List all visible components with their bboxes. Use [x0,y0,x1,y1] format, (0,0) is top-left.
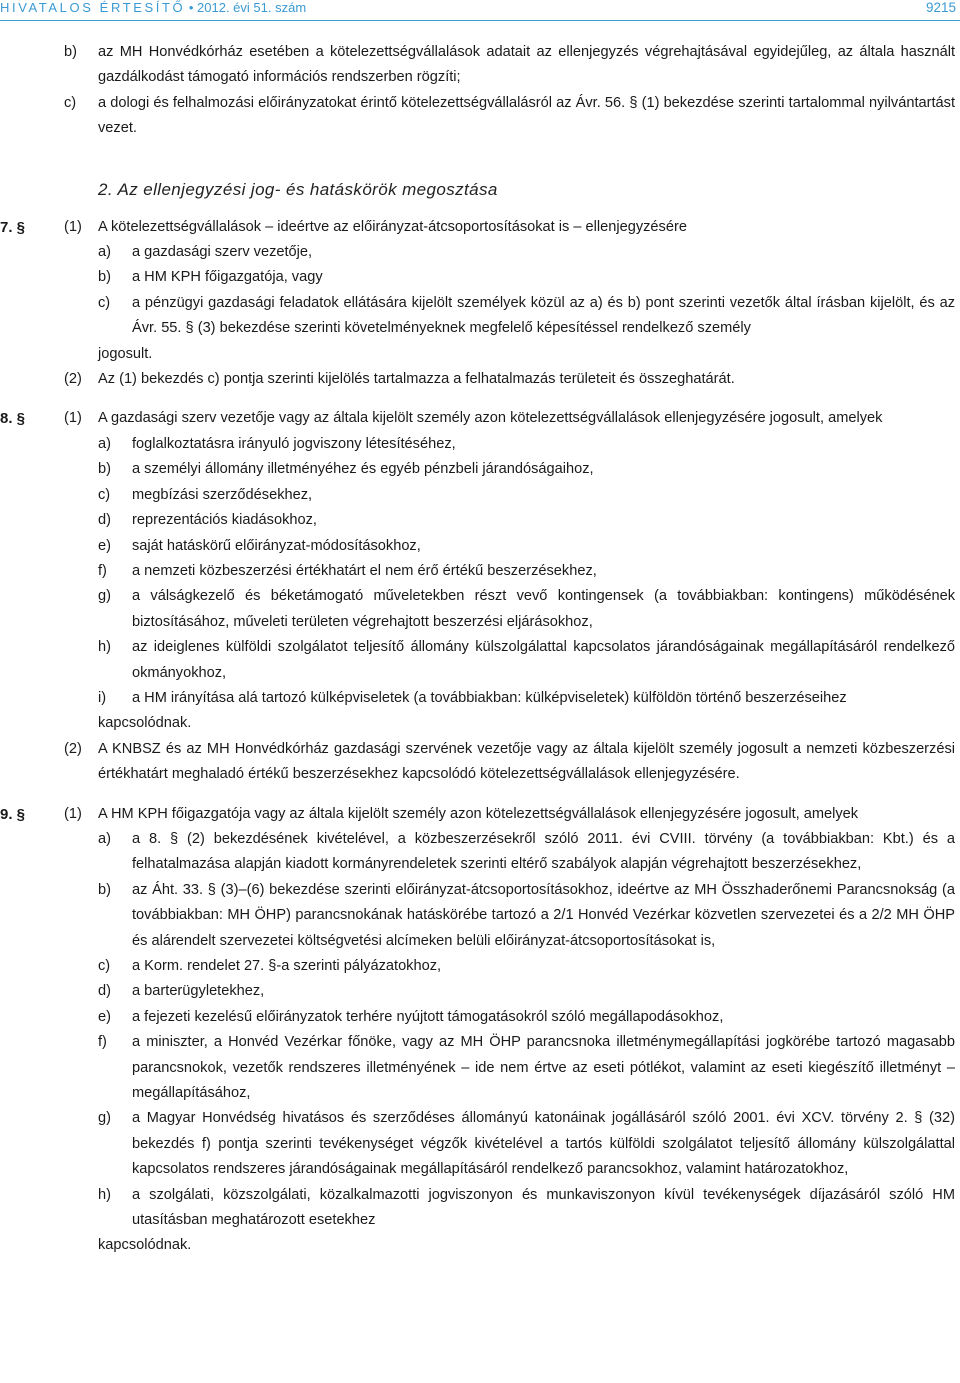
list-item [98,979,955,1004]
item-text: a fejezeti kezelésű előirányzatok terhére nyújtott támogatásokról szóló megállapodásokhoz, [132,1008,724,1025]
subsection-label: (2) [64,371,82,388]
subsection-label: (1) [64,805,82,822]
item-label: d) [98,512,111,529]
item-label: g) [98,588,111,605]
item-label: c) [98,294,111,311]
item-text: a HM KPH főigazgatója, vagy [132,269,323,286]
item-text: az ideiglenes külföldi szolgálatot teljesítő állomány külszolgálattal kapcsolatos járandóságainak megállapításáról rendelkező okmányokhoz, [132,639,955,681]
item-text: az Áht. 33. § (3)–(6) bekezdése szerinti előirányzat-átcsoportosításokhoz, ideértve az MH Összhaderőnemi Parancsnokság (a továbbiakban: MH ÖHP) parancsnokának hatáskörébe tartozó a 2/1 Honvéd Vezérkar közvetlen szervezetei és a 2/2 MH ÖHP és alárendelt szervezetei költségvetési alcímeken belüli előirányzat-átcsoportosításokat is, [132,881,955,949]
subsection-text: Az (1) bekezdés c) pontja szerinti kijelölés tartalmazza a felhatalmazás területeit és összeghatárát. [98,371,735,388]
list-item [98,508,955,533]
subsection [64,802,955,827]
paragraph-9 [0,802,960,1259]
paragraph-7 [0,215,960,393]
paragraph-number: 7. § [0,218,26,236]
continued-list [0,40,960,142]
header-rule [0,20,960,21]
list-item [98,686,955,711]
item-label: c) [98,486,111,503]
list-item [98,534,955,559]
item-label: b) [64,44,77,60]
item-label: f) [98,562,107,579]
page-header [0,0,960,20]
item-text: a miniszter, a Honvéd Vezérkar főnöke, vagy az MH ÖHP parancsnoka illetménymegállapítási jogkörébe tartozó magasabb parancsnokok, vezetők rendszeres illetményének – ide nem értve az eseti pótlékot, valamint az eseti kiegészítő illetményt – megállapításához, [132,1034,955,1102]
list-item [98,878,955,954]
list-item [98,584,955,635]
item-label: h) [98,639,111,656]
subsection-label: (2) [64,740,82,757]
item-label: b) [98,461,111,478]
list-item [98,1030,955,1106]
subsection-tail: kapcsolódnak. [98,1237,192,1254]
list-item [98,559,955,584]
item-text: a személyi állomány illetményéhez és egyéb pénzbeli járandóságaihoz, [132,461,594,478]
subsection-text: A KNBSZ és az MH Honvédkórház gazdasági szervének vezetője vagy az általa kijelölt személy jogosult a nemzeti közbeszerzési értékhatárt meghaladó értékű beszerzésekhez kapcsolódó kötelezettségvállalások ellenjegyzésére. [98,740,955,783]
journal-title [0,0,306,16]
list-item [98,240,955,265]
item-text: a pénzügyi gazdasági feladatok ellátására kijelölt személyek közül az a) és b) pont szerinti vezetők által írásban kijelölt, és az Ávr. 55. § (3) bekezdése szerinti követelményeknek megfelelő képesítéssel rendelkező személy [132,294,955,337]
item-label: b) [98,269,111,286]
list-item [98,635,955,686]
document-body [0,40,960,1259]
item-text: a nemzeti közbeszerzési értékhatárt el nem érő értékű beszerzésekhez, [132,562,597,579]
item-text: reprezentációs kiadásokhoz, [132,512,317,529]
journal-issue: • 2012. évi 51. szám [185,0,307,15]
item-text: a Korm. rendelet 27. §-a szerinti pályázatokhoz, [132,958,442,974]
list-item [98,291,955,342]
list-item [64,40,955,91]
paragraph-8 [0,406,960,787]
item-label: i) [98,689,107,706]
subsection-text: A HM KPH főigazgatója vagy az általa kijelölt személy azon kötelezettségvállalások ellenjegyzésére jogosult, amelyek [98,805,859,822]
list-item [98,1183,955,1234]
item-text: a barterügyletekhez, [132,983,265,1000]
item-text: a dologi és felhalmozási előirányzatokat érintő kötelezettségvállalásról az Ávr. 56. § (1) bekezdése szerinti tartalommal nyilvántartást vezet. [98,94,955,137]
section-title: 2. Az ellenjegyzési jog- és hatáskörök megosztása [98,179,498,199]
item-text: a HM irányítása alá tartozó külképviseletek (a továbbiakban: külképviseletek) külföldön történő beszerzéseihez [132,689,847,706]
item-text: a gazdasági szerv vezetője, [132,244,313,261]
paragraph-number: 9. § [0,805,26,823]
list-item [98,954,955,979]
item-label: c) [98,958,111,974]
subsection [64,737,955,788]
item-label: a) [98,830,111,847]
list-item [64,91,955,142]
subsection-tail: kapcsolódnak. [98,715,192,732]
item-label: d) [98,983,111,1000]
item-label: a) [98,244,111,261]
item-label: e) [98,1008,111,1025]
item-label: c) [64,94,77,111]
item-text: a 8. § (2) bekezdésének kivételével, a közbeszerzésekről szóló 2011. évi CVIII. törvény (a továbbiakban: Kbt.) és a felhatalmazása alapján kiadott kormányrendeletek szerinti eltérő szabályok alapján végrehajtott beszerzésekhez, [132,830,955,873]
subsection-label: (1) [64,410,82,427]
item-label: b) [98,881,111,898]
item-text: saját hatáskörű előirányzat-módosításokhoz, [132,537,421,554]
list-item [98,483,955,508]
item-text: megbízási szerződésekhez, [132,486,313,503]
item-text: a Magyar Honvédség hivatásos és szerződéses állományú katonáinak jogállásáról szóló 2001. évi XCV. törvény 2. § (32) bekezdés f) pontja szerinti tevékenységet végzők kivételével a tartós külföldi szolgálatot teljesítő állomány külszolgálattal kapcsolatos rendszeres járandóságainak megállapításáról rendelkező parancsokhoz, valamint határozatokhoz, [132,1110,955,1178]
item-text: a szolgálati, közszolgálati, közalkalmazotti jogviszonyon és munkaviszonyon kívül tevékenységek díjazásáról szóló HM utasításban meghatározott esetekhez [132,1186,955,1229]
page-number: 9215 [925,0,956,15]
item-text: az MH Honvédkórház esetében a kötelezettségvállalások adatait az ellenjegyzés végrehajtásával egyidejűleg, az általa használt gazdálkodást támogató információs rendszerben rögzíti; [98,44,955,86]
list-item [98,457,955,482]
subsection-tail: jogosult. [98,345,153,362]
subsection [64,406,955,431]
item-label: g) [98,1110,111,1127]
subsection [64,367,955,392]
item-label: h) [98,1186,111,1203]
item-label: f) [98,1034,107,1051]
item-text: a válságkezelő és béketámogató műveletekben részt vevő kontingensek (a továbbiakban: kontingens) működésének biztosításához, műveleti területen végrehajtott beszerzési eljárásokhoz, [132,588,955,630]
item-label: e) [98,537,111,554]
list-item [98,1106,955,1182]
list-item [98,827,955,878]
subsection-text: A kötelezettségvállalások – ideértve az előirányzat-átcsoportosításokat is – ellenjegyzésére [98,218,687,235]
subsection-label: (1) [64,218,82,235]
list-item [98,1005,955,1030]
item-text: foglalkoztatásra irányuló jogviszony létesítéséhez, [132,435,456,452]
journal-name: HIVATALOS ÉRTESÍTŐ [0,0,186,15]
paragraph-number: 8. § [0,410,26,428]
item-label: a) [98,435,111,452]
subsection-text: A gazdasági szerv vezetője vagy az általa kijelölt személy azon kötelezettségvállalások ellenjegyzésére jogosult, amelyek [98,410,883,427]
subsection [64,215,955,240]
list-item [98,265,955,290]
list-item [98,432,955,457]
